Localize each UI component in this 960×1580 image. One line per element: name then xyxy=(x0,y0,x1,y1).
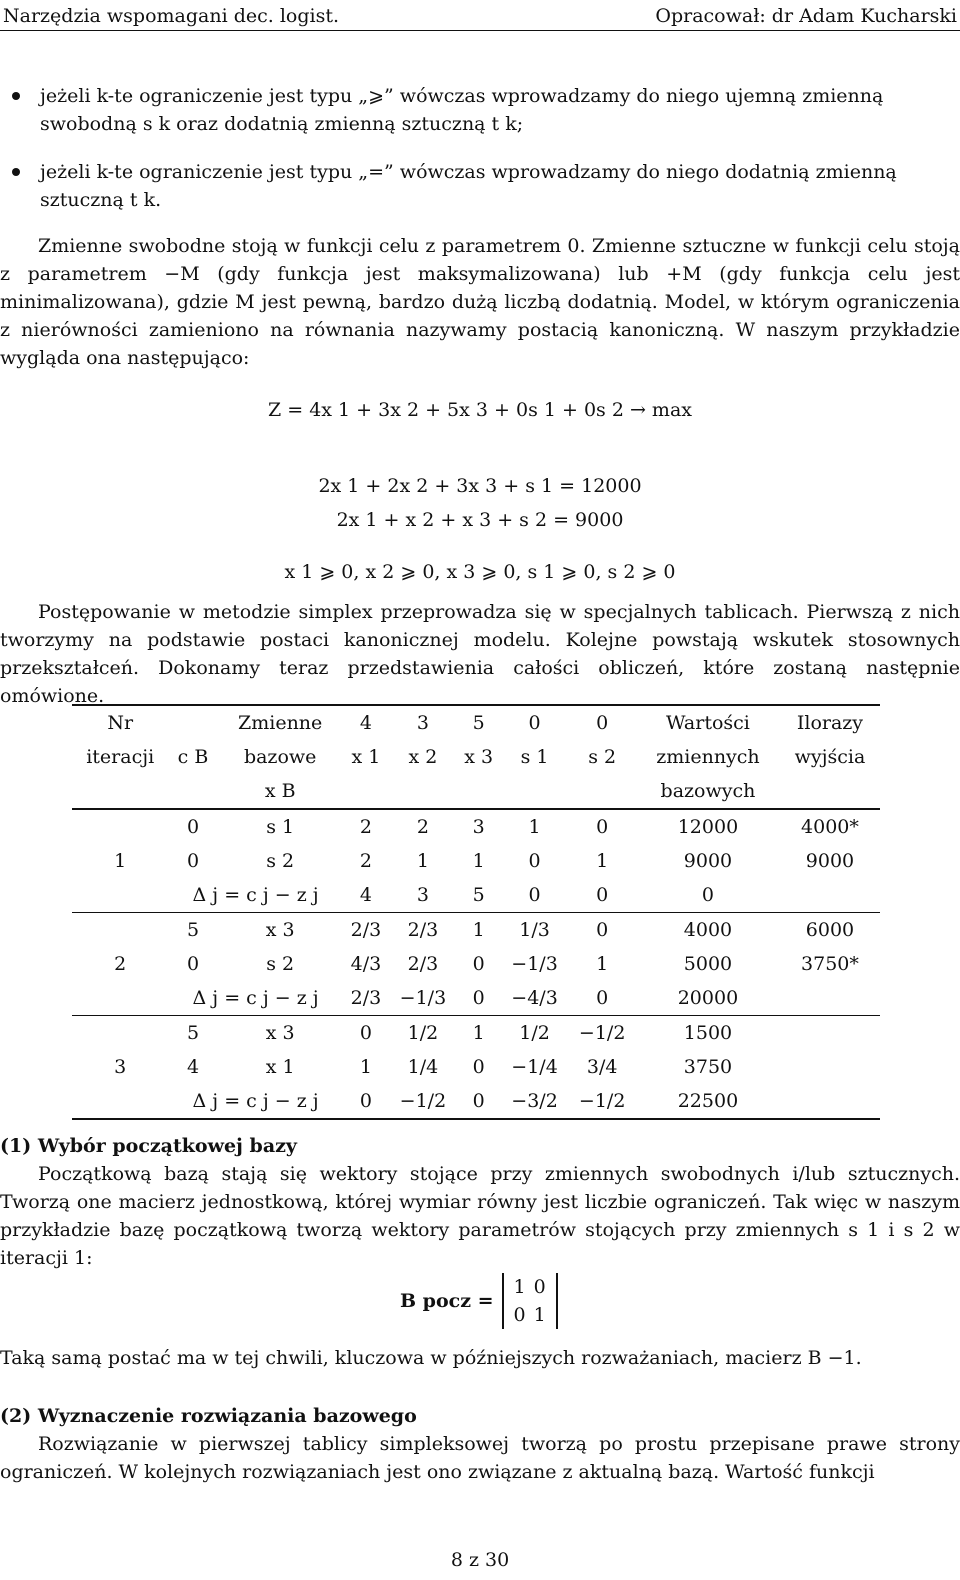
table-row xyxy=(72,809,880,844)
constraint-2: 2x 1 + x 2 + x 3 + s 2 = 9000 xyxy=(336,509,624,531)
header-left: Narzędzia wspomagani dec. logist. xyxy=(3,5,340,27)
objective-equation: Z = 4x 1 + 3x 2 + 5x 3 + 0s 1 + 0s 2 → max xyxy=(268,399,692,421)
table-cell: 2/3 xyxy=(343,913,389,948)
table-cell: 2/3 xyxy=(350,987,382,1009)
table-cell: 3 xyxy=(472,816,485,838)
table-cell: 0 xyxy=(472,1056,485,1078)
table-cell: 20000 xyxy=(677,987,739,1009)
header-right: Opracował: dr Adam Kucharski xyxy=(655,5,957,27)
table-cell: 0 xyxy=(343,1084,389,1119)
table-header-cell: Wartości xyxy=(636,705,780,740)
table-cell: 6000 xyxy=(780,913,880,948)
page-header xyxy=(0,2,960,30)
table-cell: 4 xyxy=(359,884,372,906)
table-header-row xyxy=(72,774,880,809)
section-1-after: Taką samą postać ma w tej chwili, kluczowa w późniejszych rozważaniach, macierz B −1. xyxy=(0,1347,862,1369)
table-header-cell xyxy=(168,774,217,809)
table-cell xyxy=(72,913,168,948)
table-row xyxy=(72,981,880,1016)
table-header-cell: s 2 xyxy=(588,746,617,768)
table-cell: Δ j = c j − z j xyxy=(168,1084,342,1119)
bullet-item: jeżeli k-te ograniczenie jest typu „⩾” wówczas wprowadzamy do niego ujemną zmienną swobodną s k oraz dodatnią zmienną sztuczną t k; xyxy=(0,82,960,138)
table-row xyxy=(72,947,880,981)
table-cell: 2 xyxy=(114,953,127,975)
table-cell: 1 xyxy=(596,953,609,975)
table-row xyxy=(72,1016,880,1051)
table-cell: s 2 xyxy=(266,953,295,975)
table-header-cell: s 1 xyxy=(520,746,549,768)
table-cell: 2/3 xyxy=(407,953,439,975)
table-cell: 0 xyxy=(186,816,200,838)
table-cell: x 1 xyxy=(265,1056,295,1078)
table-cell: 9000 xyxy=(683,850,733,872)
table-cell: 2/3 xyxy=(389,913,457,948)
table-cell: 0 xyxy=(568,913,636,948)
table-cell: 4000 xyxy=(636,913,780,948)
table-cell: 3750* xyxy=(801,953,859,975)
table-cell: 2 xyxy=(359,850,372,872)
table-cell: 1/2 xyxy=(389,1016,457,1051)
table-cell: 1 xyxy=(359,1056,372,1078)
table-cell: 4/3 xyxy=(350,953,382,975)
table-header-cell: Ilorazy xyxy=(780,705,880,740)
table-cell: −1/2 xyxy=(568,1016,636,1051)
table-header-cell xyxy=(457,774,501,809)
table-cell: 5 xyxy=(472,884,485,906)
table-header-cell xyxy=(501,774,569,809)
table-header-cell xyxy=(343,774,389,809)
table-cell: 1 xyxy=(457,913,501,948)
table-cell: 1500 xyxy=(636,1016,780,1051)
table-cell: 1 xyxy=(472,850,485,872)
table-header-cell: bazowe xyxy=(243,746,317,768)
table-cell: 5000 xyxy=(683,953,733,975)
table-cell: 0 xyxy=(457,1084,501,1119)
table-cell xyxy=(72,878,168,913)
page-number: 8 z 30 xyxy=(450,1549,510,1571)
table-header-cell: Zmienne xyxy=(218,705,343,740)
table-cell xyxy=(780,981,880,1016)
table-header-cell: 4 xyxy=(343,705,389,740)
matrix-cell: 1 xyxy=(513,1276,526,1298)
table-header-cell: x 2 xyxy=(408,746,438,768)
table-header-cell: c B xyxy=(177,746,209,768)
table-cell: Δ j = c j − z j xyxy=(192,884,319,906)
table-header-cell xyxy=(568,774,636,809)
paragraph-simplex: Postępowanie w metodzie simplex przeprowadza się w specjalnych tablicach. Pierwszą z nich tworzymy na podstawie postaci kanonicznej modelu. Kolejne powstają wskutek stosownych przekształceń. Dokonamy teraz przedstawienia całości obliczeń, które zostaną następnie omówione. xyxy=(0,601,960,707)
table-header-cell: wyjścia xyxy=(794,746,866,768)
table-cell: Δ j = c j − z j xyxy=(192,987,319,1009)
table-cell: −1/2 xyxy=(568,1084,636,1119)
table-header-cell xyxy=(389,774,457,809)
constraint-1: 2x 1 + 2x 2 + 3x 3 + s 1 = 12000 xyxy=(318,475,642,497)
table-cell: 2 xyxy=(416,816,429,838)
nonnegativity-constraints: x 1 ⩾ 0, x 2 ⩾ 0, x 3 ⩾ 0, s 1 ⩾ 0, s 2 ⩾ 0 xyxy=(284,561,676,583)
table-header-cell: iteracji xyxy=(86,746,155,768)
matrix-column xyxy=(514,1273,526,1329)
table-cell: 3 xyxy=(114,1056,127,1078)
section-1-text: Początkową bazą stają się wektory stojące przy zmiennych swobodnych i/lub sztucznych. Tworzą one macierz jednostkową, której wymiar równy jest liczbie ograniczeń. Tak więc w naszym przykładzie bazę początkową tworzą wektory parametrów stojących przy zmiennych s 1 i s 2 w iteracji 1: xyxy=(0,1163,960,1269)
table-header-cell: zmiennych xyxy=(656,746,760,768)
table-cell: 0 xyxy=(596,884,609,906)
table-header-row xyxy=(72,740,880,774)
table-header-cell: 0 xyxy=(568,705,636,740)
table-header-cell: Nr xyxy=(72,705,168,740)
table-cell: −4/3 xyxy=(511,987,558,1009)
table-header-cell: x B xyxy=(218,774,343,809)
table-cell: 3/4 xyxy=(586,1056,618,1078)
table-cell: 0 xyxy=(186,953,200,975)
table-row xyxy=(72,1084,880,1119)
table-cell: x 3 xyxy=(218,1016,343,1051)
table-cell xyxy=(72,981,168,1016)
table-cell xyxy=(780,1016,880,1051)
section-2-text: Rozwiązanie w pierwszej tablicy simpleksowej tworzą po prostu przepisane prawe strony ograniczeń. W kolejnych rozwiązaniach jest ono związane z aktualną bazą. Wartość funkcji xyxy=(0,1433,960,1483)
table-cell: −3/2 xyxy=(501,1084,569,1119)
section-1-heading: (1) Wybór początkowej bazy xyxy=(0,1135,297,1157)
table-cell: 1/2 xyxy=(501,1016,569,1051)
table-header-cell: bazowych xyxy=(636,774,780,809)
table-header-cell: x 3 xyxy=(464,746,494,768)
table-cell: 4 xyxy=(186,1056,200,1078)
table-cell xyxy=(780,1050,880,1084)
table-cell: x 3 xyxy=(218,913,343,948)
table-header-cell: 0 xyxy=(501,705,569,740)
table-row xyxy=(72,913,880,948)
matrix-brackets xyxy=(502,1273,558,1329)
table-cell: 1/4 xyxy=(407,1056,439,1078)
table-cell: 1/3 xyxy=(501,913,569,948)
table-row xyxy=(72,1050,880,1084)
table-cell: s 2 xyxy=(266,850,295,872)
table-cell: 4000* xyxy=(801,816,859,838)
table-cell: 0 xyxy=(701,884,714,906)
simplex-table xyxy=(72,704,880,1120)
table-cell: 22500 xyxy=(636,1084,780,1119)
table-header-cell xyxy=(780,774,880,809)
table-header-cell: x 1 xyxy=(351,746,381,768)
table-cell: −1/4 xyxy=(511,1056,558,1078)
table-cell: 0 xyxy=(186,850,200,872)
table-header-row xyxy=(72,705,880,740)
matrix-b-pocz xyxy=(400,1273,558,1329)
table-cell xyxy=(72,1016,168,1051)
table-cell: 3 xyxy=(416,884,429,906)
table-header-cell xyxy=(168,705,217,740)
table-cell: 3750 xyxy=(683,1056,733,1078)
bullet-list xyxy=(0,82,960,234)
table-cell: 5 xyxy=(168,913,217,948)
table-row xyxy=(72,844,880,878)
table-row xyxy=(72,878,880,913)
table-cell: 1 xyxy=(416,850,429,872)
table-cell xyxy=(72,809,168,844)
table-cell: −1/2 xyxy=(389,1084,457,1119)
table-cell: 0 xyxy=(528,850,541,872)
table-cell: 2 xyxy=(359,816,372,838)
table-cell: 0 xyxy=(343,1016,389,1051)
table-cell: −1/3 xyxy=(511,953,558,975)
table-cell: 1 xyxy=(596,850,609,872)
table-cell xyxy=(780,1084,880,1119)
table-header-cell xyxy=(72,774,168,809)
matrix-column xyxy=(534,1273,546,1329)
table-cell: 0 xyxy=(472,987,485,1009)
table-cell: 0 xyxy=(472,953,485,975)
table-cell xyxy=(72,1084,168,1119)
table-header-cell: 3 xyxy=(389,705,457,740)
matrix-cell: 0 xyxy=(513,1304,526,1326)
matrix-cell: 1 xyxy=(533,1304,546,1326)
table-cell: 1 xyxy=(457,1016,501,1051)
table-cell: −1/3 xyxy=(399,987,447,1009)
table-cell: 0 xyxy=(596,816,609,838)
table-cell: 1 xyxy=(528,816,541,838)
paragraph-canonical: Zmienne swobodne stoją w funkcji celu z parametrem 0. Zmienne sztuczne w funkcji celu stoją z parametrem −M (gdy funkcja jest maksymalizowana) lub +M (gdy funkcja celu jest minimalizowana), gdzie M jest pewną, bardzo dużą liczbą dodatnią. Model, w którym ograniczenia z nierówności zamieniono na równania nazywamy postacią kanoniczną. W naszym przykładzie wygląda ona następująco: xyxy=(0,235,960,369)
table-cell xyxy=(780,878,880,913)
table-cell: 12000 xyxy=(677,816,739,838)
table-cell: 0 xyxy=(528,884,541,906)
table-cell: 1 xyxy=(114,850,127,872)
matrix-cell: 0 xyxy=(533,1276,546,1298)
table-cell: 9000 xyxy=(805,850,855,872)
section-2-heading: (2) Wyznaczenie rozwiązania bazowego xyxy=(0,1405,417,1427)
table-cell: s 1 xyxy=(266,816,295,838)
table-cell: 0 xyxy=(596,987,609,1009)
table-header-cell: 5 xyxy=(457,705,501,740)
matrix-label: B pocz = xyxy=(400,1290,494,1312)
table-cell: 5 xyxy=(168,1016,217,1051)
bullet-item: jeżeli k-te ograniczenie jest typu „=” wówczas wprowadzamy do niego dodatnią zmienną sztuczną t k. xyxy=(0,158,960,214)
